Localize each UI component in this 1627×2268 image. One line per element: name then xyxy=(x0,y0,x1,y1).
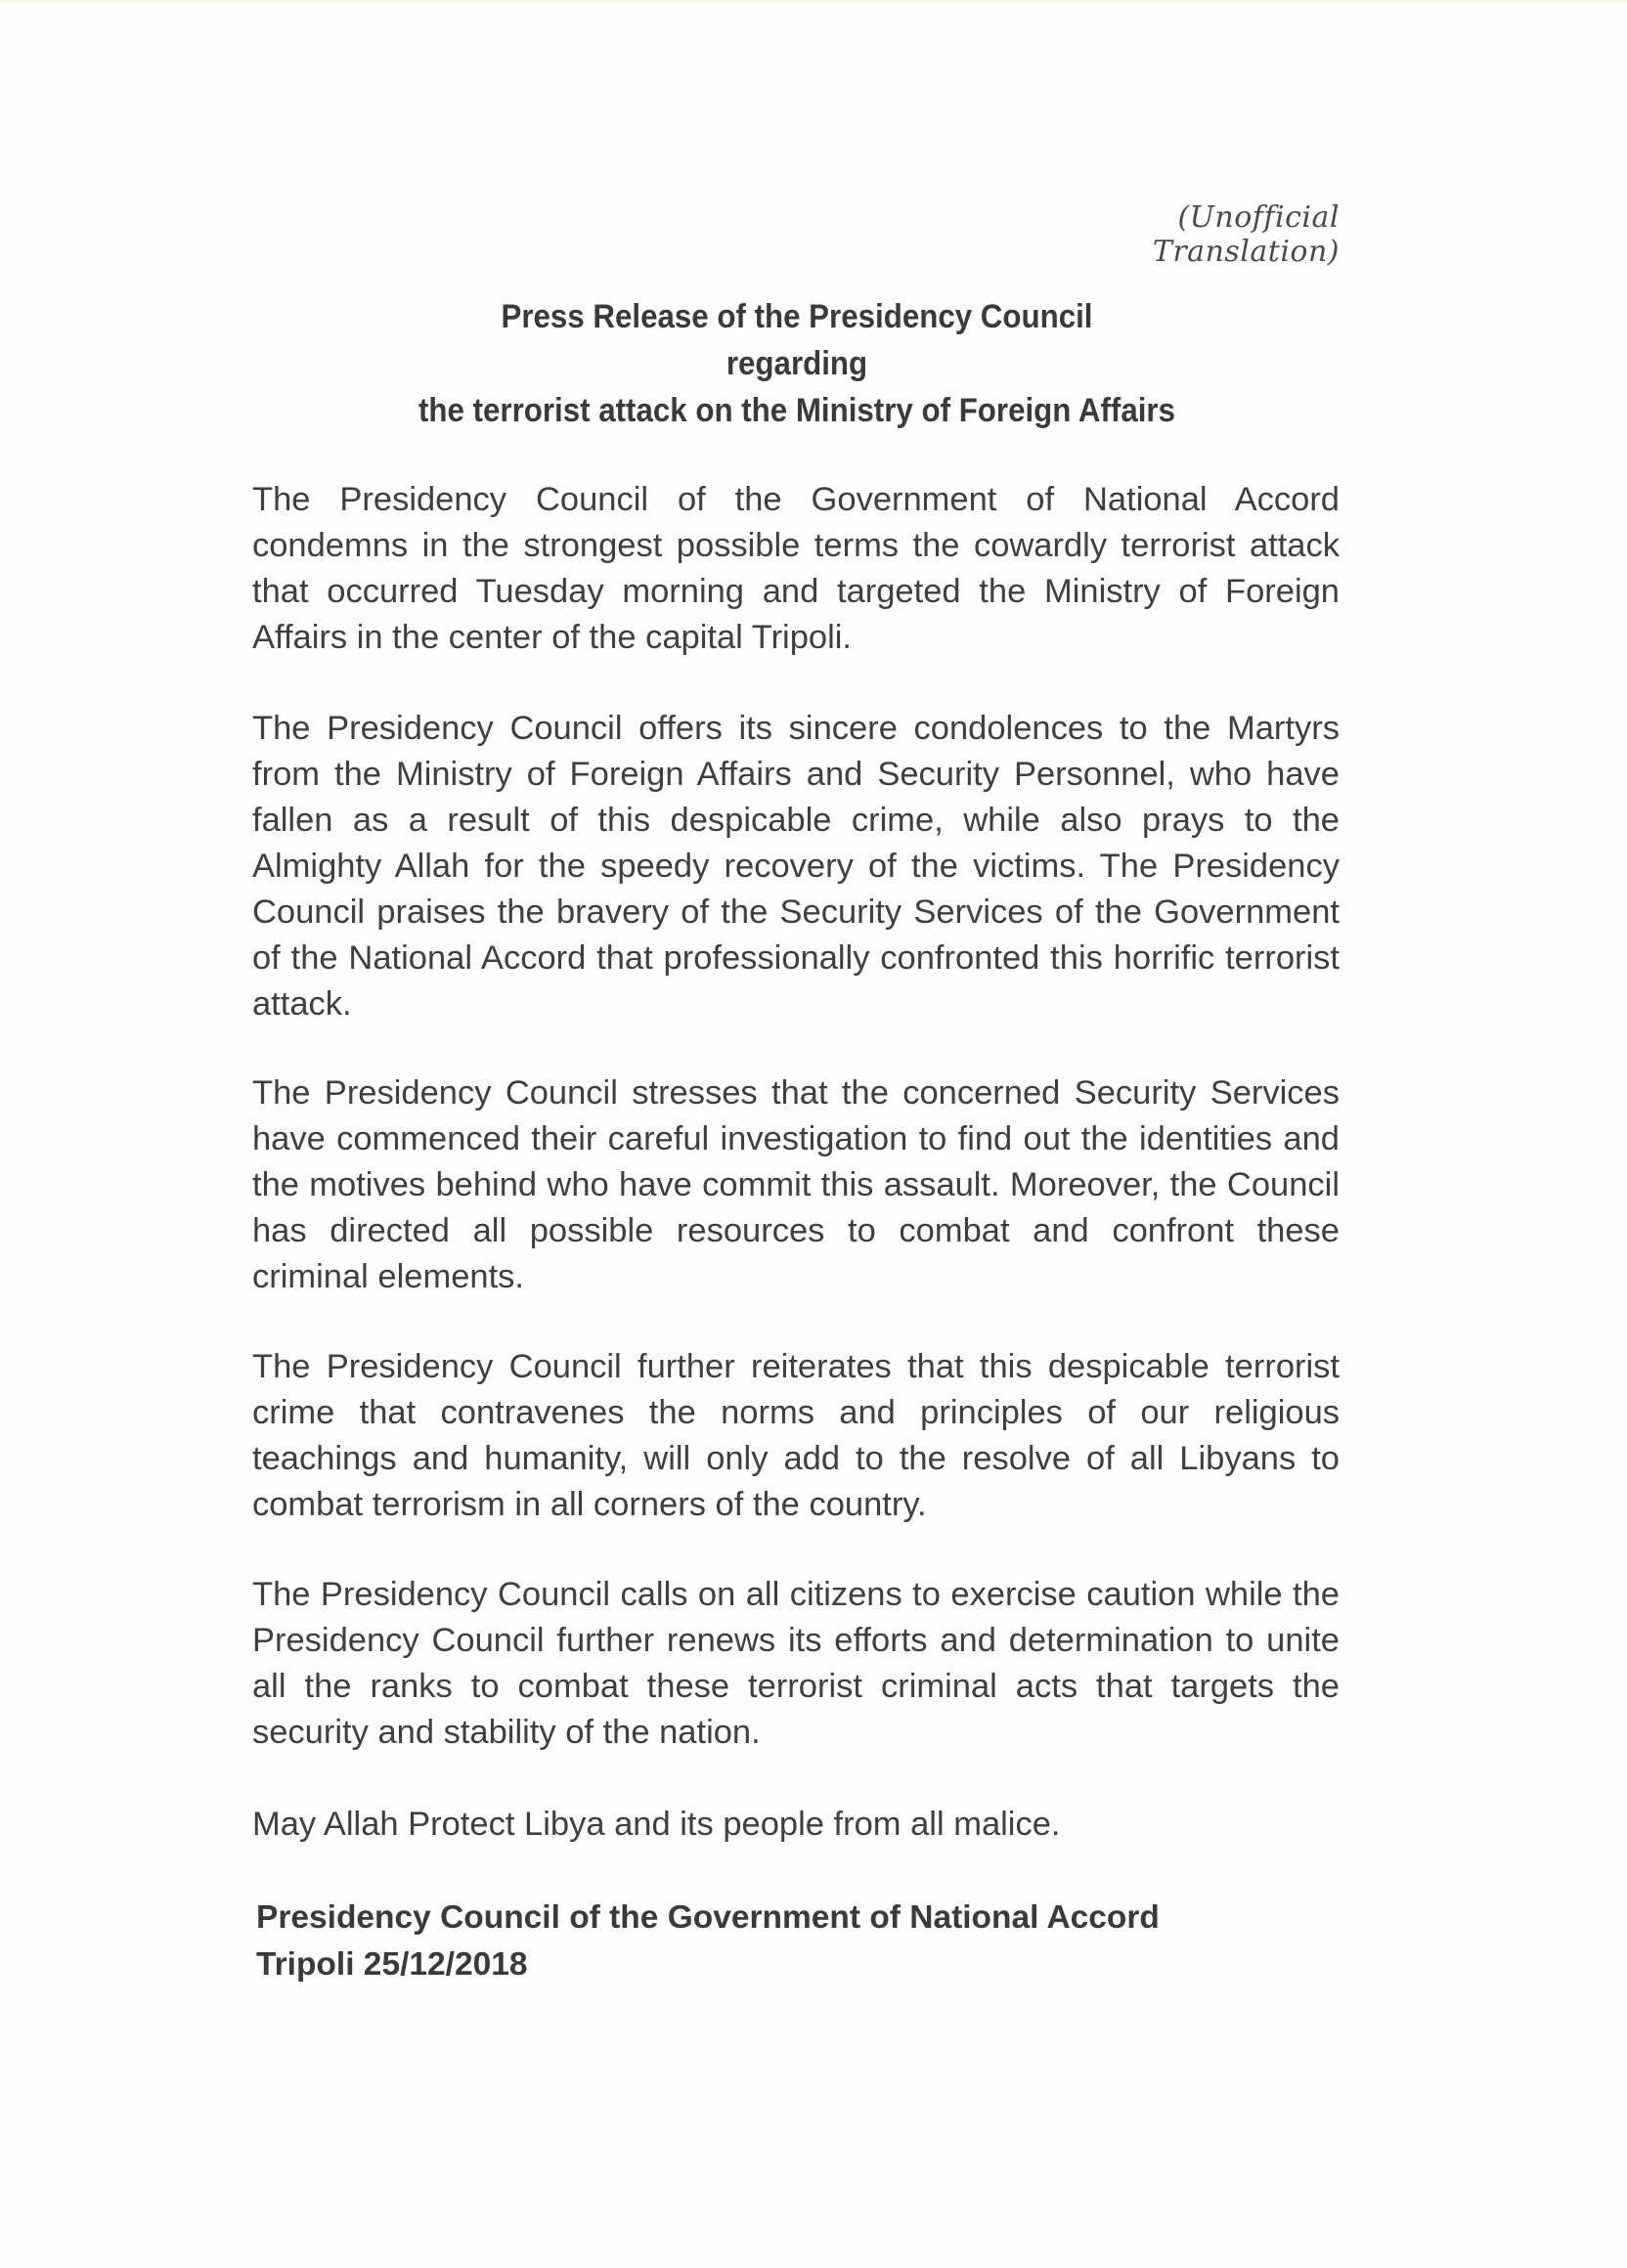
scan-edge xyxy=(0,0,1627,2)
translation-note: (Unofficial Translation) xyxy=(1152,200,1340,269)
title-line-1: Press Release of the Presidency Council xyxy=(501,298,1093,335)
paragraph-investigation: The Presidency Council stresses that the concerned Security Services have commenced their careful investigation to find out the identities and the motives behind who have commit this assault. Moreover, the Council has directed all possible resources to combat and confront these criminal elements. xyxy=(252,1074,1340,1295)
signature-issuer: Presidency Council of the Government of National Accord xyxy=(256,1899,1160,1936)
paragraph-condolences: The Presidency Council offers its sincere condolences to the Martyrs from the Ministry of Foreign Affairs and Security Personnel, who have fallen as a result of this despicable crime, while also prays to the Almighty Allah for the speedy recovery of the victims. The Presidency Council praises the bravery of the Security Services of the Government of the National Accord that professionally confronted this horrific terrorist attack. xyxy=(252,710,1340,1023)
signature-place-date: Tripoli 25/12/2018 xyxy=(256,1946,528,1983)
title-line-2: regarding xyxy=(726,345,868,382)
press-release-title xyxy=(254,293,1340,434)
paragraph-prayer: May Allah Protect Libya and its people from all malice. xyxy=(252,1806,1061,1843)
paragraph-condemnation: The Presidency Council of the Government of National Accord condemns in the strongest possible terms the cowardly terrorist attack that occurred Tuesday morning and targeted the Ministry of Foreign Affairs in the center of the capital Tripoli. xyxy=(252,481,1340,656)
paragraph-resolve: The Presidency Council further reiterates that this despicable terrorist crime that contravenes the norms and principles of our religious teachings and humanity, will only add to the resolve of all Libyans to combat terrorism in all corners of the country. xyxy=(252,1348,1340,1523)
title-line-3: the terrorist attack on the Ministry of Foreign Affairs xyxy=(418,392,1176,429)
paragraph-caution: The Presidency Council calls on all citizens to exercise caution while the Presidency Council further renews its efforts and determination to unite all the ranks to combat these terrorist criminal acts that targets the security and stability of the nation. xyxy=(252,1576,1340,1751)
signature-block xyxy=(256,1895,1160,1988)
